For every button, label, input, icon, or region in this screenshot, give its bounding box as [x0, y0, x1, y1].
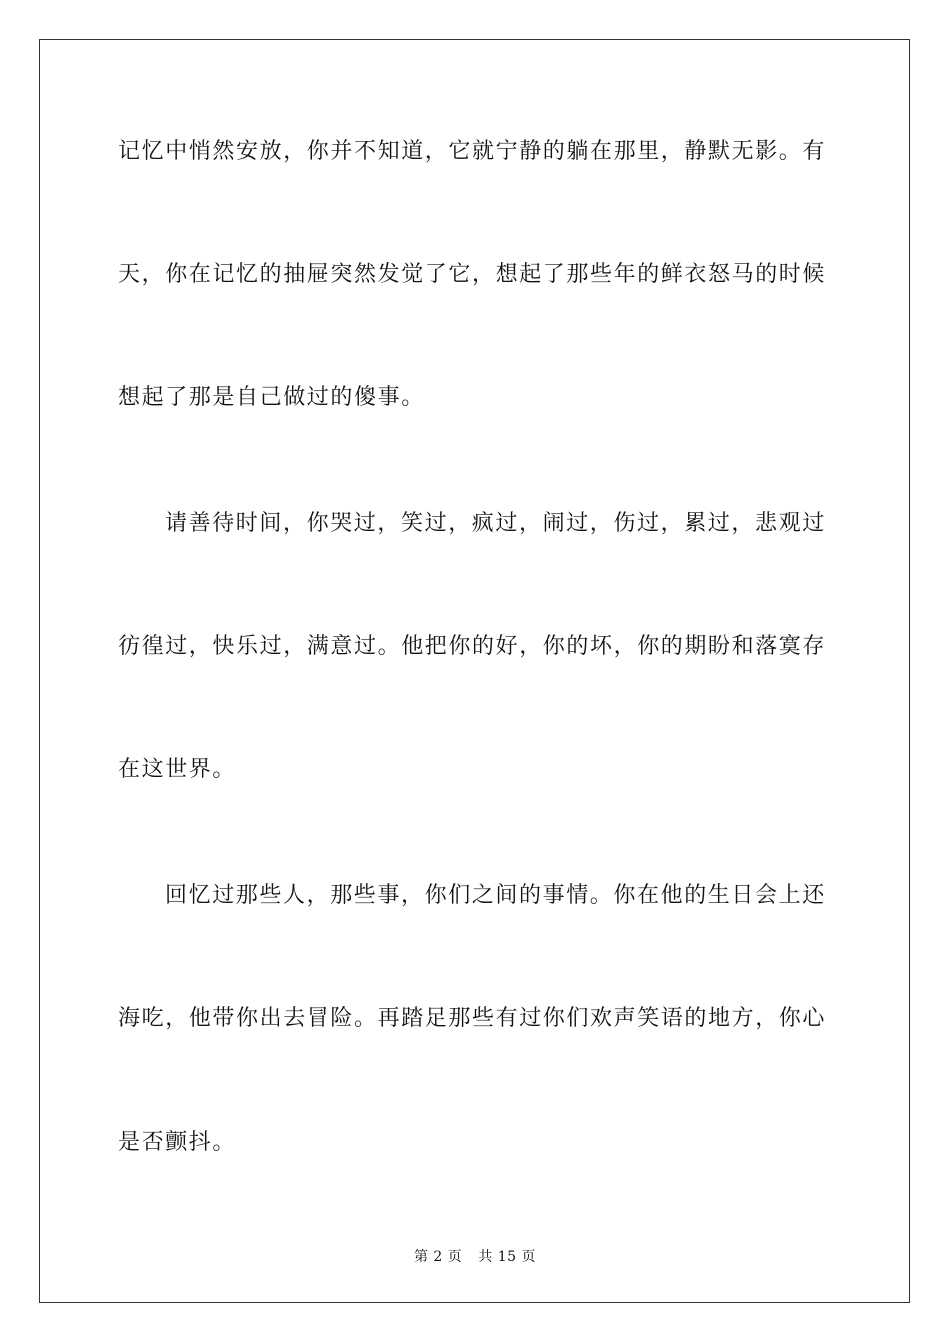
text-line: 想起了那是自己做过的傻事。 [118, 385, 425, 410]
text-line: 是否颤抖。 [118, 1130, 237, 1155]
page-number: 第 2 页 [413, 1249, 463, 1265]
text-line: 在这世界。 [118, 757, 237, 782]
text-line: 彷徨过，快乐过，满意过。他把你的好，你的坏，你的期盼和落寞存 [118, 634, 827, 659]
text-line: 天，你在记忆的抽屉突然发觉了它，想起了那些年的鲜衣怒马的时候 [118, 262, 827, 287]
text-line: 海吃，他带你出去冒险。再踏足那些有过你们欢声笑语的地方，你心 [118, 1006, 827, 1031]
page-total: 共 15 页 [478, 1249, 537, 1265]
text-line: 回忆过那些人，那些事，你们之间的事情。你在他的生日会上还 [165, 883, 826, 908]
text-line: 记忆中悄然安放，你并不知道，它就宁静的躺在那里，静默无影。有 [118, 139, 827, 164]
page-footer [0, 1248, 950, 1266]
text-line: 请善待时间，你哭过，笑过，疯过，闹过，伤过，累过，悲观过 [165, 511, 826, 536]
page-border [39, 39, 910, 1303]
